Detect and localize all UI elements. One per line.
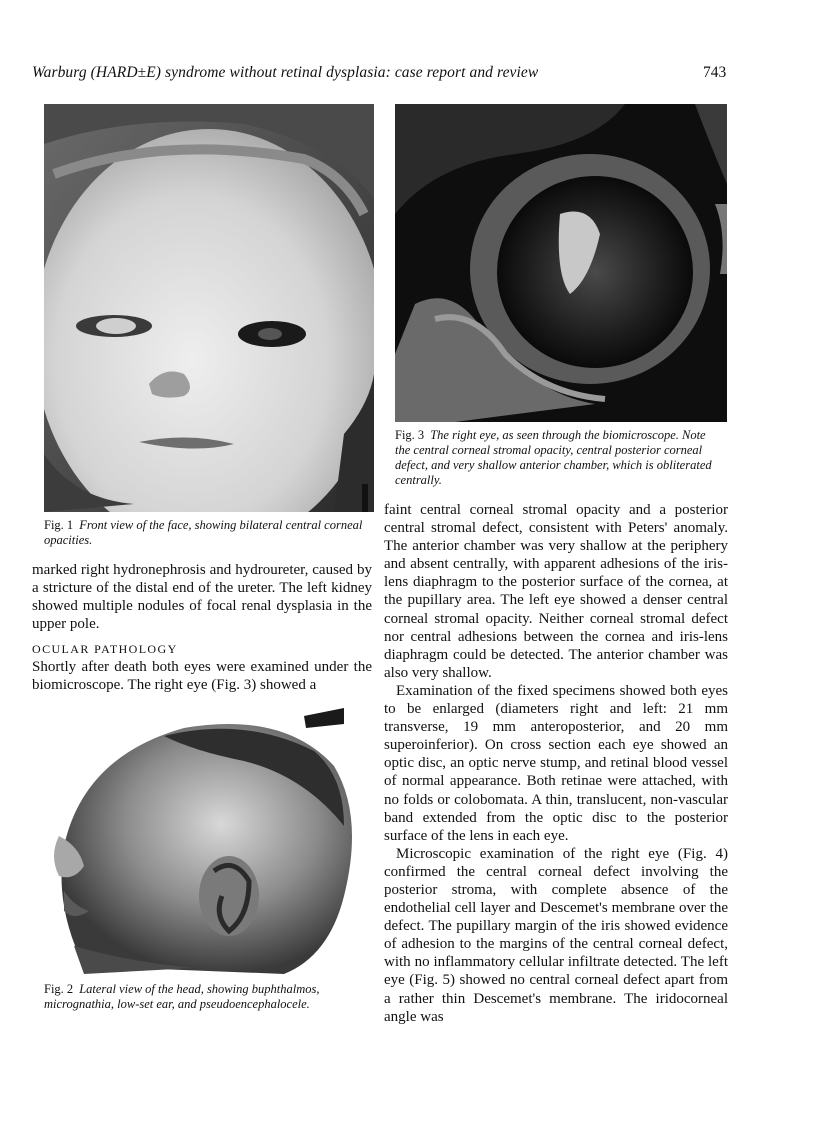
figure-1-caption — [44, 518, 364, 548]
right-column-paragraph-2: Examination of the fixed specimens showed both eyes to be enlarged (diameters right and left: 21 mm transverse, 19 mm anteroposterior, and 20 mm superoinferior). On cross section each eye showed an optic disc, an optic nerve stump, and retinal blood vessel of normal appearance. Both retinae were attached, with no folds or colobomata. A thin, translucent, non-vascular band extended from the optic disc to the posterior surface of the lens in each eye. — [384, 682, 728, 844]
figure-1-photo — [44, 104, 374, 512]
figure-2-image — [44, 706, 364, 974]
left-column-paragraph-2: Shortly after death both eyes were examined under the biomicroscope. The right eye (Fig. 3) showed a — [32, 659, 372, 694]
figure-3-label: Fig. 3 — [395, 428, 425, 442]
figure-3-image — [395, 104, 727, 422]
figure-2-label: Fig. 2 — [44, 982, 74, 996]
section-heading-ocular-pathology: OCULAR PATHOLOGY — [32, 642, 178, 656]
figure-1-image — [44, 104, 374, 512]
figure-2-caption-text: Lateral view of the head, showing buphthalmos, micrognathia, low-set ear, and pseudoencephalocele. — [44, 982, 320, 1011]
figure-1-label: Fig. 1 — [44, 518, 74, 532]
figure-3-caption-text: The right eye, as seen through the biomicroscope. Note the central corneal stromal opacity, central posterior corneal defect, and very shallow anterior chamber, which is obliterated centrally. — [395, 428, 712, 487]
figure-1-caption-text: Front view of the face, showing bilateral central corneal opacities. — [44, 518, 363, 547]
page-number: 743 — [703, 64, 727, 81]
left-column-body-2 — [32, 658, 372, 694]
left-column-paragraph-1: marked right hydronephrosis and hydroureter, caused by a stricture of the distal end of the ureter. The left kidney showed multiple nodules of focal renal dysplasia in the upper pole. — [32, 562, 372, 633]
right-column-paragraph-3: Microscopic examination of the right eye (Fig. 4) confirmed the central corneal defect involving the posterior stroma, with complete absence of the endothelial cell layer and Descemet's membrane over the defect. The pupillary margin of the iris showed evidence of adhesion to the margins of the central corneal defect, with no inflammatory cellular infiltrate detected. The left eye (Fig. 5) showed no central corneal defect apart from a rather thin Descemet's membrane. The iridocorneal angle was — [384, 845, 728, 1025]
right-column-body — [384, 501, 728, 1026]
right-column-paragraph-1: faint central corneal stromal opacity and a posterior central stromal defect, consistent with Peters' anomaly. The anterior chamber was very shallow at the periphery and absent centrally, with apparent adhesions of the iris-lens diaphragm to the posterior surface of the cornea, at the pupillary area. The left eye showed a denser central corneal stromal opacity. Neither corneal stromal defect nor central adhesions between the cornea and iris-lens diaphragm could be detected. The anterior chamber was also very shallow. — [384, 502, 728, 681]
left-column-body — [32, 561, 372, 633]
figure-3-caption — [395, 428, 715, 488]
running-header-title: Warburg (HARD±E) syndrome without retinal dysplasia: case report and review — [32, 64, 539, 81]
figure-3-photo — [395, 104, 727, 422]
figure-2-caption — [44, 982, 369, 1012]
figure-2-photo — [44, 706, 364, 974]
